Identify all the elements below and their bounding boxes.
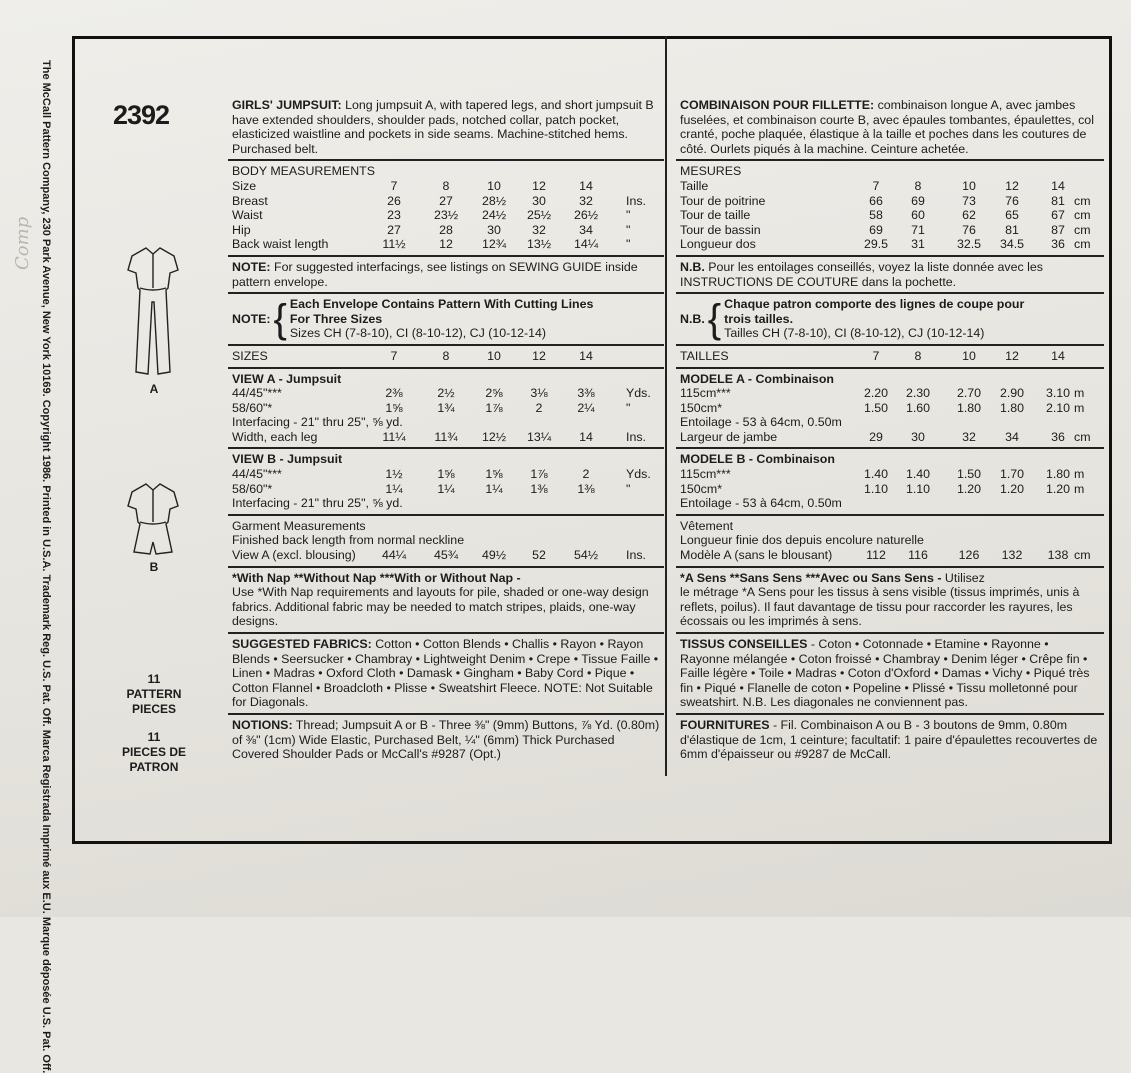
pattern-number: 2392 — [113, 100, 170, 130]
row-value: 12¾ — [481, 237, 507, 252]
row-value: 116 — [908, 548, 928, 563]
row-unit: " — [626, 481, 631, 496]
modele-a-metrage — [680, 386, 1100, 415]
measurement-row — [232, 386, 660, 401]
measurement-row — [232, 237, 660, 252]
pieces-label-fr: PIECES DE PATRON — [121, 745, 187, 774]
nap-text-en: Use *With Nap requirements and layouts for pile, shaded or one-way design fabrics. Additional fabric may be needed to match stripes, plaids, one-way designs. — [232, 585, 649, 629]
pattern-pieces-fr — [84, 730, 224, 775]
row-value: 28½ — [481, 193, 507, 208]
row-label: 115cm*** — [680, 467, 731, 482]
row-value: 126 — [958, 548, 980, 563]
column-divider — [665, 36, 667, 776]
row-value: 30 — [487, 222, 501, 237]
row-value: 14 — [1051, 178, 1065, 193]
row-value: 1.80 — [956, 400, 982, 415]
row-value: 66 — [869, 193, 883, 208]
figure-b-short-jumpsuit — [118, 478, 188, 558]
mesures-table — [680, 179, 1100, 252]
note-interfacing-en: NOTE: For suggested interfacings, see listings on SEWING GUIDE inside pattern envelope. — [232, 259, 638, 289]
row-value: 69 — [869, 222, 883, 237]
nap-text-fr: le métrage *A Sens pour les tissus à sens visible (tissus imprimés, unis à reflets, poilus). Il faut davantage de tissu pour raccorder les rayures, les écossais ou les imprimés à sens. — [680, 585, 1080, 629]
body-measurements-table — [232, 179, 660, 252]
row-value: 34 — [579, 222, 593, 237]
mesures-title: MESURES — [680, 164, 742, 179]
vetement-title: Vêtement — [680, 518, 734, 533]
figure-b-label: B — [149, 560, 159, 574]
row-value: 14¼ — [573, 237, 599, 252]
row-label: SIZES — [232, 348, 268, 363]
measurement-row — [232, 548, 660, 563]
measurement-row — [680, 430, 1100, 445]
row-value: 1.70 — [999, 467, 1025, 482]
row-value: 1¾ — [437, 400, 455, 415]
row-value: 10 — [487, 178, 501, 193]
row-value: 34 — [1005, 429, 1019, 444]
row-unit: " — [626, 208, 631, 223]
row-value: 7 — [872, 178, 880, 193]
row-label: Waist — [232, 208, 263, 223]
row-value: 32.5 — [956, 237, 982, 252]
vetement-line: Longueur finie dos depuis encolure naturelle — [680, 533, 924, 548]
row-label: Modèle A (sans le blousant) — [680, 548, 833, 563]
row-value: 11¼ — [382, 429, 406, 444]
row-value: 3⅛ — [530, 386, 548, 401]
row-value: 1.50 — [956, 467, 982, 482]
row-unit: " — [626, 237, 631, 252]
row-value: 13¼ — [526, 429, 552, 444]
fournitures: FOURNITURES - Fil. Combinaison A ou B - 3 boutons de 9mm, 0.80m d'élastique de 1cm, 1 ceinture; facultatif: 1 paire d'épaulettes recouvertes de 6mm d'épaisseur ou #9287 de McCall. — [680, 717, 1098, 762]
row-value: 132 — [1001, 548, 1023, 563]
row-value: 1.10 — [863, 481, 889, 496]
row-value: 29 — [869, 429, 883, 444]
row-value: 138 — [1047, 548, 1069, 563]
row-label: 58/60"* — [232, 400, 273, 415]
row-label: 115cm*** — [680, 386, 731, 401]
row-value: 52 — [532, 548, 546, 563]
row-value: 2.70 — [956, 386, 982, 401]
row-value: 1.60 — [905, 400, 931, 415]
row-value: 1.20 — [956, 481, 982, 496]
row-value: 32 — [579, 193, 593, 208]
row-label: Hip — [232, 222, 251, 237]
row-unit: cm — [1074, 222, 1091, 237]
modele-b-title: MODELE B - Combinaison — [680, 452, 835, 467]
row-value: 8 — [914, 178, 922, 193]
row-value: 1.50 — [863, 400, 889, 415]
row-value: 2.20 — [863, 386, 889, 401]
modele-a-title: MODELE A - Combinaison — [680, 371, 834, 386]
suggested-fabrics: SUGGESTED FABRICS: Cotton • Cotton Blends • Challis • Rayon • Rayon Blends • Seersucker • Chambray • Lightweight Denim • Crepe • Tissue Faille • Linen • Madras • Oxford Cloth • Damask • Gingham • Baby Cord • Pique • Cotton Flannel • Broadcloth • Plisse • Sweatshirt Fleece. NOTE: Not Suitable for Diagonals. — [232, 637, 659, 710]
garment-measurements-row — [232, 548, 660, 563]
row-value: 1.10 — [905, 481, 931, 496]
measurement-row — [232, 194, 660, 209]
french-column — [680, 98, 1100, 762]
view-a-yardage — [232, 386, 660, 415]
row-value: 1⅝ — [385, 400, 403, 415]
row-value: 1¼ — [385, 481, 403, 496]
figure-a-label: A — [149, 382, 159, 396]
row-value: 12 — [439, 237, 453, 252]
row-label: TAILLES — [680, 348, 729, 363]
row-value: 7 — [390, 178, 398, 193]
row-value: 8 — [442, 178, 450, 193]
row-value: 12 — [1005, 178, 1019, 193]
row-value: 7 — [390, 348, 398, 363]
row-label: Tour de poitrine — [680, 193, 766, 208]
view-b-title: VIEW B - Jumpsuit — [232, 452, 343, 467]
row-value: 30 — [532, 193, 546, 208]
row-value: 45¾ — [433, 548, 459, 563]
row-value: 8 — [442, 348, 450, 363]
row-value: 10 — [962, 178, 976, 193]
note-interfacing-fr: N.B. Pour les entoilages conseillés, voyez la liste donnée avec les INSTRUCTIONS DE COUTURE dans la pochette. — [680, 259, 1043, 289]
measurement-row — [232, 482, 660, 497]
row-value: 32 — [532, 222, 546, 237]
row-unit: m — [1074, 386, 1085, 401]
row-label: Tour de taille — [680, 208, 751, 223]
sizes-row-fr — [680, 349, 1100, 364]
row-value: 12 — [1005, 348, 1019, 363]
row-value: 71 — [911, 222, 925, 237]
publisher-line: The McCall Pattern Company, 230 Park Avenue, New York 10169. Copyright 1986. Printed in U.S.A. Trademark Reg. U.S. Pat. Off. Marca Registrada Imprimé aux E.U. Marque déposée U.S. Pat. Off. — [40, 60, 52, 1073]
row-label: 150cm* — [680, 481, 723, 496]
nap-legend-en: *With Nap **Without Nap ***With or Without Nap - — [232, 570, 521, 585]
measurement-row — [680, 401, 1100, 416]
row-value: 8 — [914, 348, 922, 363]
row-value: 24½ — [481, 208, 507, 223]
row-value: 2⅝ — [485, 386, 503, 401]
row-value: 14 — [579, 429, 593, 444]
row-value: 54½ — [573, 548, 599, 563]
row-value: 26 — [387, 193, 401, 208]
row-value: 1½ — [385, 467, 403, 482]
description-en: GIRLS' JUMPSUIT: Long jumpsuit A, with tapered legs, and short jumpsuit B have extended shoulders, shoulder pads, notched collar, patch pocket, elasticized waistline and pockets in side seams. Machine-stitched hems. Purchased belt. — [232, 98, 654, 156]
tissus-conseilles: TISSUS CONSEILLES - Coton • Cotonnade • Etamine • Rayonne • Rayonne mélangée • Coton froissé • Chambray • Denim léger • Crêpe fin • Faille légère • Toile • Madras • Coton d'Oxford • Damas • Vichy • Piqué très fin • Piqué • Flanelle de coton • Popeline • Plissé • Tissu molletonné pour sweatshirt. N.B. Les diagonales ne conviennent pas. — [680, 637, 1090, 710]
row-value: 73 — [962, 193, 976, 208]
modele-a-entoilage: Entoilage - 53 à 64cm, 0.50m — [680, 415, 842, 430]
row-label: 58/60"* — [232, 481, 273, 496]
row-label: Taille — [680, 178, 709, 193]
pieces-count-en: 11 — [147, 672, 161, 686]
row-value: 2.10 — [1045, 400, 1071, 415]
measurement-row — [680, 349, 1100, 364]
row-value: 62 — [962, 208, 976, 223]
modele-b-metrage — [680, 467, 1100, 496]
row-value: 27 — [387, 222, 401, 237]
measurement-row — [680, 548, 1100, 563]
row-unit: m — [1074, 467, 1085, 482]
measurement-row — [680, 208, 1100, 223]
body-measurements-title: BODY MEASUREMENTS — [232, 164, 375, 179]
measurement-row — [232, 467, 660, 482]
row-label: Breast — [232, 193, 268, 208]
nap-legend-fr: *A Sens **Sans Sens ***Avec ou Sans Sens - Utilisez — [680, 570, 985, 585]
row-label: Largeur de jambe — [680, 429, 778, 444]
row-value: 10 — [487, 348, 501, 363]
row-value: 1⅞ — [530, 467, 548, 482]
row-value: 32 — [962, 429, 976, 444]
row-value: 1⅜ — [530, 481, 548, 496]
row-unit: Yds. — [626, 467, 651, 482]
pattern-pieces-en — [84, 672, 224, 717]
row-value: 76 — [962, 222, 976, 237]
measurement-row — [232, 179, 660, 194]
row-value: 36 — [1051, 429, 1065, 444]
measurement-row — [680, 467, 1100, 482]
pieces-label-en: PATTERN PIECES — [126, 687, 182, 716]
row-value: 14 — [579, 348, 593, 363]
measurement-row — [680, 223, 1100, 238]
row-value: 7 — [872, 348, 880, 363]
measurement-row — [232, 223, 660, 238]
measurement-row — [680, 386, 1100, 401]
row-value: 23½ — [433, 208, 459, 223]
row-value: 1.40 — [863, 467, 889, 482]
row-value: 30 — [911, 429, 925, 444]
row-value: 2⅜ — [385, 386, 403, 401]
modele-b-entoilage: Entoilage - 53 à 64cm, 0.50m — [680, 496, 842, 511]
row-value: 2¼ — [577, 400, 595, 415]
view-b-interfacing: Interfacing - 21" thru 25", ⅝ yd. — [232, 496, 403, 511]
measurement-row — [232, 349, 660, 364]
row-value: 58 — [869, 208, 883, 223]
row-unit: " — [626, 222, 631, 237]
note-sizes-en: NOTE: { Each Envelope Contains Pattern With Cutting Lines For Three Sizes Sizes CH (7-8-10), CI (8-10-12), CJ (10-12-14) — [232, 297, 594, 342]
row-label: Longueur dos — [680, 237, 756, 252]
row-value: 67 — [1051, 208, 1065, 223]
figure-a-long-jumpsuit — [118, 240, 188, 380]
row-value: 2.30 — [905, 386, 931, 401]
english-column — [232, 98, 660, 762]
row-value: 25½ — [526, 208, 552, 223]
row-value: 1.40 — [905, 467, 931, 482]
row-value: 44¼ — [381, 548, 407, 563]
row-value: 87 — [1051, 222, 1065, 237]
measurement-row — [680, 237, 1100, 252]
view-a-leg-width — [232, 430, 660, 445]
row-value: 12 — [532, 178, 546, 193]
view-a-interfacing: Interfacing - 21" thru 25", ⅝ yd. — [232, 415, 403, 430]
row-value: 81 — [1051, 193, 1065, 208]
handwritten-note: Comp — [12, 216, 33, 270]
row-value: 3.10 — [1045, 386, 1071, 401]
row-value: 60 — [911, 208, 925, 223]
row-label: 44/45"*** — [232, 386, 282, 401]
row-value: 2 — [535, 400, 543, 415]
row-value: 14 — [1051, 348, 1065, 363]
row-value: 81 — [1005, 222, 1019, 237]
row-unit: cm — [1074, 193, 1091, 208]
row-value: 49½ — [481, 548, 507, 563]
row-value: 1⅝ — [437, 467, 455, 482]
row-unit: Ins. — [626, 429, 646, 444]
row-value: 12½ — [481, 429, 507, 444]
sizes-row-en — [232, 349, 660, 364]
row-value: 13½ — [526, 237, 552, 252]
row-value: 36 — [1051, 237, 1065, 252]
view-a-title: VIEW A - Jumpsuit — [232, 371, 342, 386]
row-unit: m — [1074, 400, 1085, 415]
row-value: 2.90 — [999, 386, 1025, 401]
row-unit: Yds. — [626, 386, 651, 401]
row-value: 76 — [1005, 193, 1019, 208]
description-fr: COMBINAISON POUR FILLETTE: combinaison longue A, avec jambes fuselées, et combinaison courte B, avec épaules tombantes, épaulettes, col cranté, poche plaquée, élastique à la taille et poches dans les coutures de côté. Ourlets piqués à la machine. Ceinture achetée. — [680, 98, 1094, 156]
row-label: View A (excl. blousing) — [232, 548, 356, 563]
measurement-row — [680, 194, 1100, 209]
row-unit: cm — [1074, 208, 1091, 223]
row-value: 112 — [866, 548, 886, 563]
row-value: 2 — [582, 467, 590, 482]
row-value: 1.20 — [999, 481, 1025, 496]
row-value: 14 — [579, 178, 593, 193]
row-value: 1.80 — [1045, 467, 1071, 482]
row-label: Tour de bassin — [680, 222, 761, 237]
row-label: 150cm* — [680, 400, 723, 415]
measurement-row — [232, 401, 660, 416]
measurement-row — [680, 482, 1100, 497]
row-value: 1.20 — [1045, 481, 1071, 496]
notions: NOTIONS: Thread; Jumpsuit A or B - Three ⅜" (9mm) Buttons, ⅞ Yd. (0.80m) of ⅜" (1cm) Wide Elastic, Purchased Belt, ¼" (6mm) Thick Purchased Covered Shoulder Pads or McCall's #9287 (Opt.) — [232, 717, 660, 762]
row-value: 1⅞ — [485, 400, 503, 415]
view-b-yardage — [232, 467, 660, 496]
measurement-row — [680, 179, 1100, 194]
row-label: Back waist length — [232, 237, 329, 252]
row-label: 44/45"*** — [232, 467, 282, 482]
row-value: 12 — [532, 348, 546, 363]
garment-measurements-line: Finished back length from normal neckline — [232, 533, 465, 548]
measurement-row — [232, 430, 660, 445]
row-value: 28 — [439, 222, 453, 237]
row-value: 65 — [1005, 208, 1019, 223]
row-value: 10 — [962, 348, 976, 363]
row-value: 2½ — [437, 386, 455, 401]
row-unit: Ins. — [626, 548, 646, 563]
row-label: Width, each leg — [232, 429, 318, 444]
row-unit: cm — [1074, 548, 1091, 563]
row-value: 11¾ — [434, 429, 458, 444]
row-value: 1⅜ — [577, 481, 595, 496]
modele-a-largeur — [680, 430, 1100, 445]
note-sizes-fr: N.B. { Chaque patron comporte des lignes de coupe pour trois tailles. Tailles CH (7-8-10), CI (8-10-12), CJ (10-12-14) — [680, 297, 1025, 342]
row-value: 34.5 — [999, 237, 1025, 252]
row-unit: m — [1074, 481, 1085, 496]
row-value: 31 — [911, 237, 925, 252]
pieces-count-fr: 11 — [147, 730, 161, 744]
row-value: 69 — [911, 193, 925, 208]
row-unit: cm — [1074, 429, 1091, 444]
row-value: 23 — [387, 208, 401, 223]
row-value: 27 — [439, 193, 453, 208]
row-unit: " — [626, 400, 631, 415]
garment-measurements-title: Garment Measurements — [232, 518, 366, 533]
row-value: 11½ — [382, 237, 406, 252]
row-value: 1.80 — [999, 400, 1025, 415]
row-value: 1¼ — [485, 481, 503, 496]
row-unit: cm — [1074, 237, 1091, 252]
row-unit: Ins. — [626, 193, 646, 208]
measurement-row — [232, 208, 660, 223]
row-label: Size — [232, 178, 257, 193]
row-value: 3⅜ — [577, 386, 595, 401]
row-value: 1⅝ — [485, 467, 503, 482]
row-value: 29.5 — [863, 237, 889, 252]
vetement-row — [680, 548, 1100, 563]
row-value: 26½ — [573, 208, 599, 223]
row-value: 1¼ — [437, 481, 455, 496]
